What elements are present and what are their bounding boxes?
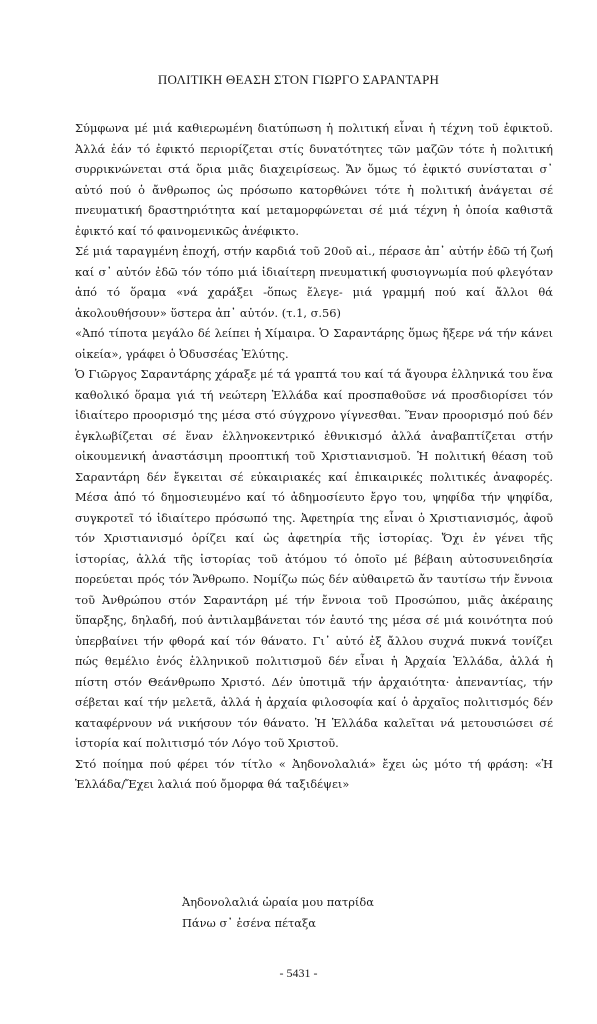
- paragraph-4: Ὁ Γιῶργος Σαραντάρης χάραξε μέ τά γραπτά του καί τά ἄγουρα ἑλληνικά του ἕνα καθολικό ὅραμα γιά τή νεώτερη Ἑλλάδα καί προσπαθοῦσε νά προσδιορίσει τόν ἰδιαίτερο προορισμό της μέσα στό σύγχρονο γίγνεσθαι. Ἕναν προορισμό πού δέν ἐγκλωβίζεται σέ ἕναν ἑλληνοκεντρικό ἐθνικισμό ἀλλά ἀναβαπτίζεται στήν οἰκουμενική ἀναστάσιμη προοπτική τοῦ Χριστιανισμοῦ. Ἡ πολιτική θέαση τοῦ Σαραντάρη δέν ἔγκειται σέ εὐκαιριακές καί ἐπικαιρικές πολιτικές ἀναφορές. Μέσα ἀπό τό δημοσιευμένο καί τό ἀδημοσίευτο ἔργο του, ψηφίδα τήν ψηφίδα, συγκροτεῖ τό ἰδιαίτερο πρόσωπό της. Ἀφετηρία της εἶναι ὁ Χριστιανισμός, ἀφοῦ τόν Χριστιανισμό ὁρίζει καί ὡς ἀφετηρία τῆς ἱστορίας. Ὄχι ἐν γένει τῆς ἱστορίας, ἀλλά τῆς ἱστορίας τοῦ ἀτόμου τό ὁποῖο μέ βέβαιη αὐτοσυνειδησία πορεύεται πρός τόν Ἄνθρωπο. Νομίζω πώς δέν αὐθαιρετῶ ἄν ταυτίσω τήν ἔννοια τοῦ Ἀνθρώπου στόν Σαραντάρη μέ τήν ἔννοια τοῦ Προσώπου, μιᾶς ἀκέραιης ὕπαρξης, δηλαδή, πού ἀντιλαμβάνεται τόν ἑαυτό της μέσα σέ μιά κοινότητα πού ὑπερβαίνει τήν φθορά καί τόν θάνατο. Γι᾽ αὐτό ἐξ ἄλλου συχνά πυκνά τονίζει πώς θεμέλιο ἑνός ἑλληνικοῦ πολιτισμοῦ δέν εἶναι ἡ Ἀρχαία Ἑλλάδα, ἀλλά ἡ πίστη στόν Θεάνθρωπο Χριστό. Δέν ὑποτιμᾶ τήν ἀρχαιότητα· ἀπεναντίας, τήν σέβεται καί τήν μελετᾶ, ἀλλά ἡ ἀρχαία φιλοσοφία καί ὁ ἀρχαῖος πολιτισμός δέν καταφέρνουν νά νικήσουν τόν θάνατο. Ἡ Ἑλλάδα καλεῖται νά μετουσιώσει σέ ἱστορία καί πολιτισμό τόν Λόγο τοῦ Χριστοῦ.: [75, 367, 553, 750]
- paragraph-5: Στό ποίημα πού φέρει τόν τίτλο « Ἀηδονολαλιά» ἔχει ὡς μότο τή φράση: «Ἡ Ἑλλάδα/Ἔχει λαλιά πού ὄμορφα θά ταξιδέψει»: [75, 756, 553, 791]
- verse-line-2: Πάνω σ᾽ ἐσένα πέταξα: [182, 915, 316, 930]
- poem-verse: [182, 892, 374, 933]
- paragraph-3: «Ἀπό τίποτα μεγάλο δέ λείπει ἡ Χίμαιρα. Ὁ Σαραντάρης ὅμως ἤξερε νά τήν κάνει οἰκεία», γράφει ὁ Ὀδυσσέας Ἐλύτης.: [75, 326, 553, 361]
- paragraph-2: Σέ μιά ταραγμένη ἐποχή, στήν καρδιά τοῦ 20οῦ αἰ., πέρασε ἀπ᾽ αὐτήν ἐδῶ τή ζωή καί σ᾽ αὐτόν ἐδῶ τόν τόπο μιά ἰδιαίτερη πνευματική φυσιογνωμία πού φλεγόταν ἀπό τό ὅραμα «νά χαράξει -ὅπως ἔλεγε- μιά γραμμή πού καί ἄλλοι θά ἀκολουθήσουν» ὕστερα ἀπ᾽ αὐτόν. (τ.1, σ.56): [75, 244, 553, 320]
- paragraph-1: Σύμφωνα μέ μιά καθιερωμένη διατύπωση ἡ πολιτική εἶναι ἡ τέχνη τοῦ ἐφικτοῦ. Ἀλλά ἐάν τό ἐφικτό περιορίζεται στίς δυνατότητες τῶν μαζῶν τότε ἡ πολιτική συρρικνώνεται στά ὅρια μιᾶς διαχειρίσεως. Ἄν ὅμως τό ἐφικτό συνίσταται σ᾽ αὐτό πού ὁ ἄνθρωπος ὡς πρόσωπο κατορθώνει τότε ἡ πολιτική ἀνάγεται σέ πνευματική δραστηριότητα καί μεταμορφώνεται σέ μιά τέχνη ἡ ὁποία καθιστᾶ ἐφικτό καί τό φαινομενικῶς ἀνέφικτο.: [75, 121, 553, 238]
- body-text: [75, 118, 553, 795]
- page-number: - 5431 -: [279, 966, 318, 980]
- verse-line-1: Ἀηδονολαλιά ὡραία μου πατρίδα: [182, 895, 374, 909]
- page-title: ΠΟΛΙΤΙΚΗ ΘΕΑΣΗ ΣΤΟΝ ΓΙΩΡΓΟ ΣΑΡΑΝΤΑΡΗ: [157, 72, 440, 87]
